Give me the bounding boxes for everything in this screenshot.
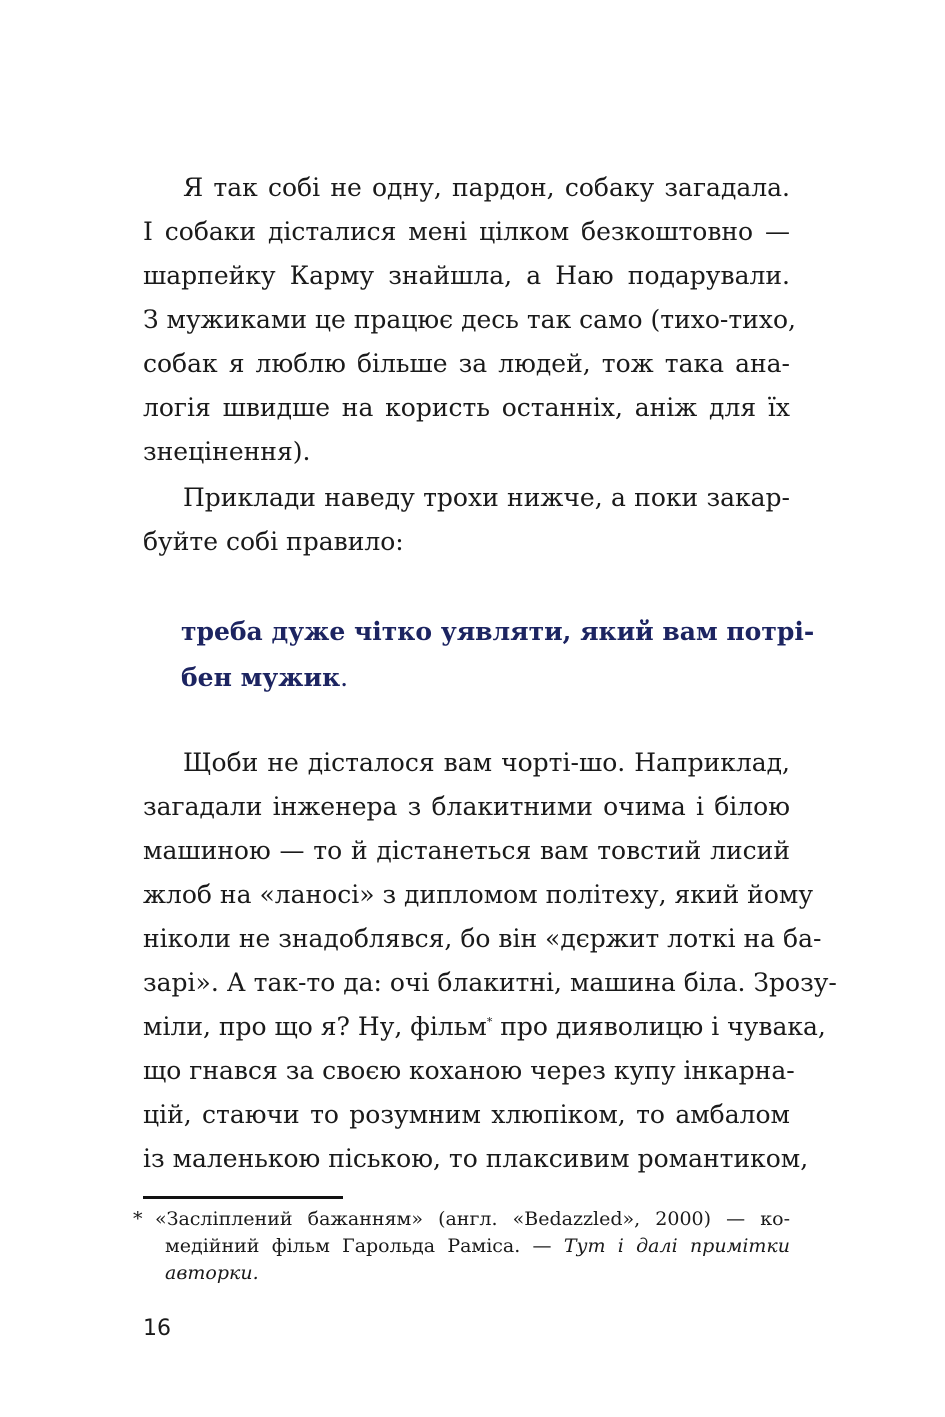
footnote-text: «Засліплений бажанням» (англ. «Bedazzled», 2000) — ко- [155, 1208, 790, 1230]
text-line: жлоб на «ланосі» з дипломом політеху, який йому [143, 880, 814, 909]
text-line: із маленькою піською, то плаксивим романтиком, [143, 1144, 809, 1173]
footnote-line [133, 1233, 790, 1260]
highlight-period: . [340, 663, 349, 692]
text-line: З мужиками це працює десь так само (тихо-тихо, [143, 305, 796, 334]
text-line: Щоби не дісталося вам чорті-шо. Наприклад, [183, 748, 790, 777]
footnote-italic: Тут і далі примітки [563, 1235, 791, 1257]
text-line: загадали інженера з блакитними очима і білою [143, 792, 790, 821]
paragraph-3 [143, 741, 837, 1181]
footnote-line [133, 1206, 790, 1233]
footnote-divider [143, 1196, 343, 1199]
text-line: І собаки дісталися мені цілком безкоштовно — [143, 217, 790, 246]
text-line: цій, стаючи то розумним хлюпіком, то амбалом [143, 1100, 790, 1129]
footnote-italic: авторки. [165, 1262, 259, 1284]
footnote-text: медійний фільм Гарольда Раміса. — [165, 1235, 564, 1257]
text-segment: міли, про що я? Ну, фільм [143, 1012, 487, 1041]
footnote-line [133, 1260, 790, 1287]
text-line: логія швидше на користь останніх, аніж для їх [143, 393, 790, 422]
text-line: собак я люблю більше за людей, тож така ана- [143, 349, 790, 378]
text-line: машиною — то й дістанеться вам товстий лисий [143, 836, 790, 865]
footnote-reference[interactable]: * [486, 1015, 493, 1029]
highlight-line [181, 655, 750, 701]
text-line: ніколи не знадоблявся, бо він «дєржит лоткі на ба- [143, 924, 822, 953]
text-line: зарі». А так-то да: очі блакитні, машина біла. Зрозу- [143, 968, 837, 997]
text-line: що гнався за своєю коханою через купу інкарна- [143, 1056, 795, 1085]
text-line: знецінення). [143, 437, 311, 466]
paragraph-2 [143, 476, 790, 564]
text-line [143, 1005, 826, 1049]
text-line: буйте собі правило: [143, 527, 404, 556]
highlight-line: треба дуже чітко уявляти, який вам потрі- [181, 617, 815, 646]
text-line: Я так собі не одну, пардон, собаку загадала. [183, 173, 790, 202]
highlighted-rule [181, 609, 815, 701]
text-line: Приклади наведу трохи нижче, а поки закар- [183, 483, 790, 512]
page-number: 16 [143, 1316, 171, 1341]
highlight-text: бен мужик [181, 663, 341, 692]
text-segment: про дияволицю і чувака, [500, 1012, 826, 1041]
text-line: шарпейку Карму знайшла, а Наю подарували. [143, 261, 790, 290]
footnote [133, 1206, 790, 1287]
footnote-marker: * [133, 1208, 143, 1230]
paragraph-1 [143, 166, 796, 474]
